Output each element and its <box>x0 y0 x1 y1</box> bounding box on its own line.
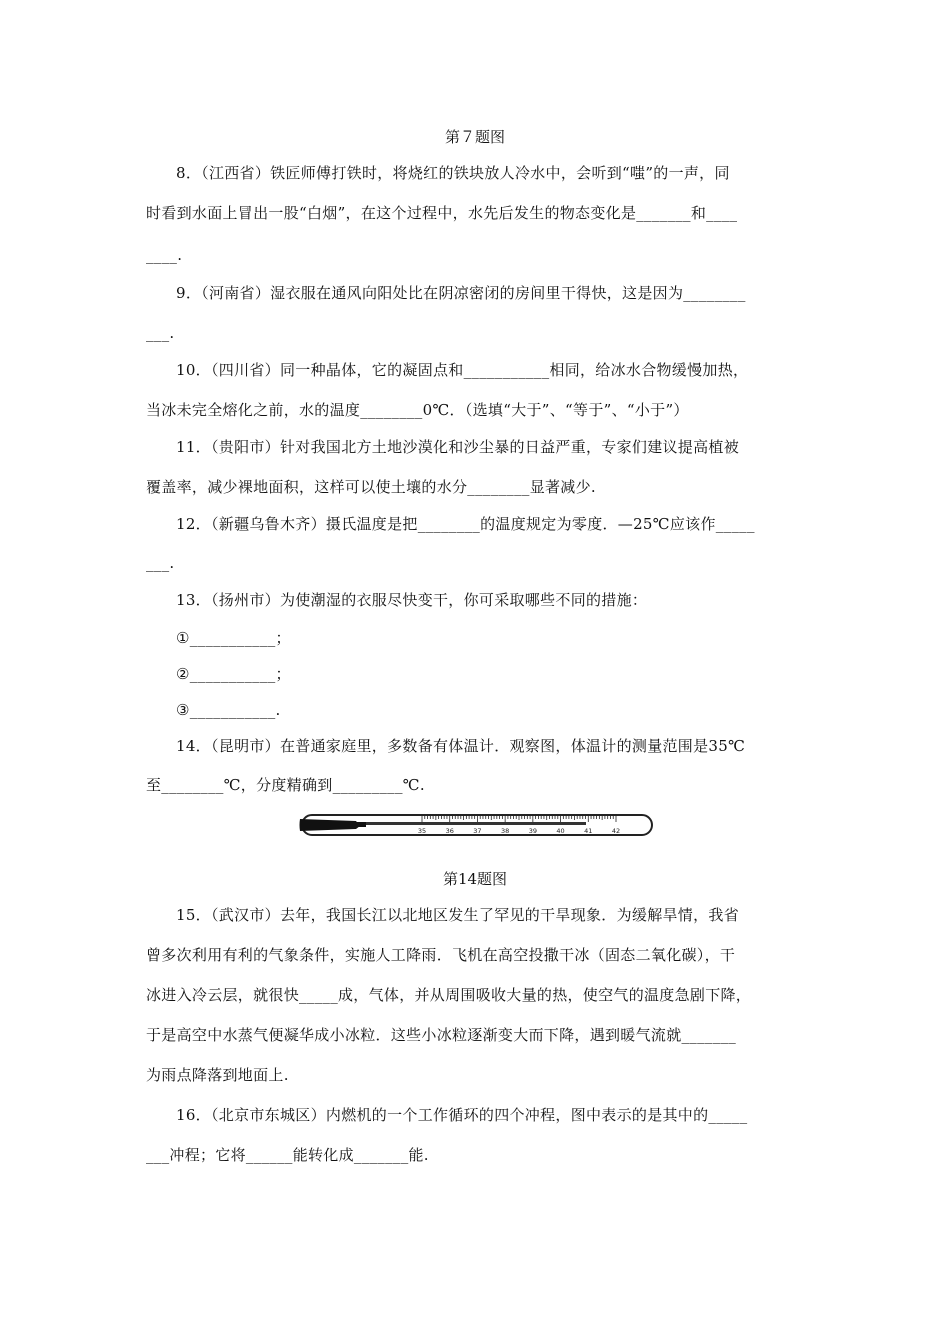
question-15-line-4: 于是高空中水蒸气便凝华成小冰粒．这些小冰粒逐渐变大而下降，遇到暖气流就_______ <box>146 1026 737 1044</box>
scale-label: 39 <box>528 827 537 835</box>
scale-label: 36 <box>445 827 454 835</box>
question-9-line-2: ___. <box>146 324 175 342</box>
question-15-line-3: 冰进入冷云层，就很快_____成，气体，并从周围吸收大量的热，使空气的温度急剧下降， <box>146 986 752 1004</box>
thermometer-figure <box>298 810 658 840</box>
question-13-option-3: ③___________. <box>176 701 281 719</box>
figure-14-caption: 第14题图 <box>442 870 508 888</box>
question-15-line-1: 15．（武汉市）去年，我国长江以北地区发生了罕见的干旱现象．为缓解旱情，我省 <box>176 906 739 924</box>
question-11-line-1: 11．（贵阳市）针对我国北方土地沙漠化和沙尘暴的日益严重，专家们建议提高植被 <box>176 438 739 456</box>
question-8-line-1: 8．（江西省）铁匠师傅打铁时，将烧红的铁块放人冷水中，会听到“嗤”的一声，同 <box>176 164 730 182</box>
figure-7-caption: 第７题图 <box>444 128 505 146</box>
question-10-line-2: 当冰未完全熔化之前，水的温度________0℃．（选填“大于”、“等于”、“小于”） <box>146 401 689 419</box>
question-13-option-2: ②___________； <box>176 665 291 683</box>
question-11-line-2: 覆盖率，减少裸地面积，这样可以使土壤的水分________显著减少. <box>146 478 596 496</box>
question-12-line-1: 12．（新疆乌鲁木齐）摄氏温度是把________的温度规定为零度．—25℃应该作_____ <box>176 515 755 533</box>
question-12-line-2: ___. <box>146 554 175 572</box>
scale-label: 42 <box>611 827 621 835</box>
question-8-line-2: 时看到水面上冒出一股“白烟”，在这个过程中，水先后发生的物态变化是_______和____ <box>146 204 738 222</box>
scale-label: 40 <box>556 827 565 835</box>
question-13-line-1: 13．（扬州市）为使潮湿的衣服尽快变干，你可采取哪些不同的措施： <box>176 591 648 609</box>
question-16-line-1: 16．（北京市东城区）内燃机的一个工作循环的四个冲程，图中表示的是其中的_____ <box>176 1106 748 1124</box>
scale-label: 35 <box>417 827 427 835</box>
scale-label: 38 <box>501 827 510 835</box>
question-10-line-1: 10．（四川省）同一种晶体，它的凝固点和___________相同，给冰水合物缓慢加热， <box>176 361 749 379</box>
question-14-line-1: 14．（昆明市）在普通家庭里，多数备有体温计．观察图，体温计的测量范围是35℃ <box>176 737 746 755</box>
question-14-line-2: 至________℃，分度精确到_________℃. <box>146 776 425 794</box>
question-15-line-2: 曾多次利用有利的气象条件，实施人工降雨．飞机在高空投撒干冰（固态二氧化碳），干 <box>146 946 736 964</box>
question-9-line-1: 9．（河南省）湿衣服在通风向阳处比在阴凉密闭的房间里干得快，这是因为________ <box>176 284 746 302</box>
scale-label: 37 <box>473 827 482 835</box>
question-15-line-5: 为雨点降落到地面上. <box>146 1066 289 1084</box>
scale-label: 41 <box>584 827 593 835</box>
question-13-option-1: ①___________； <box>176 629 291 647</box>
question-16-line-2: ___冲程；它将______能转化成_______能. <box>146 1146 429 1164</box>
question-8-line-3: ____. <box>146 246 183 264</box>
